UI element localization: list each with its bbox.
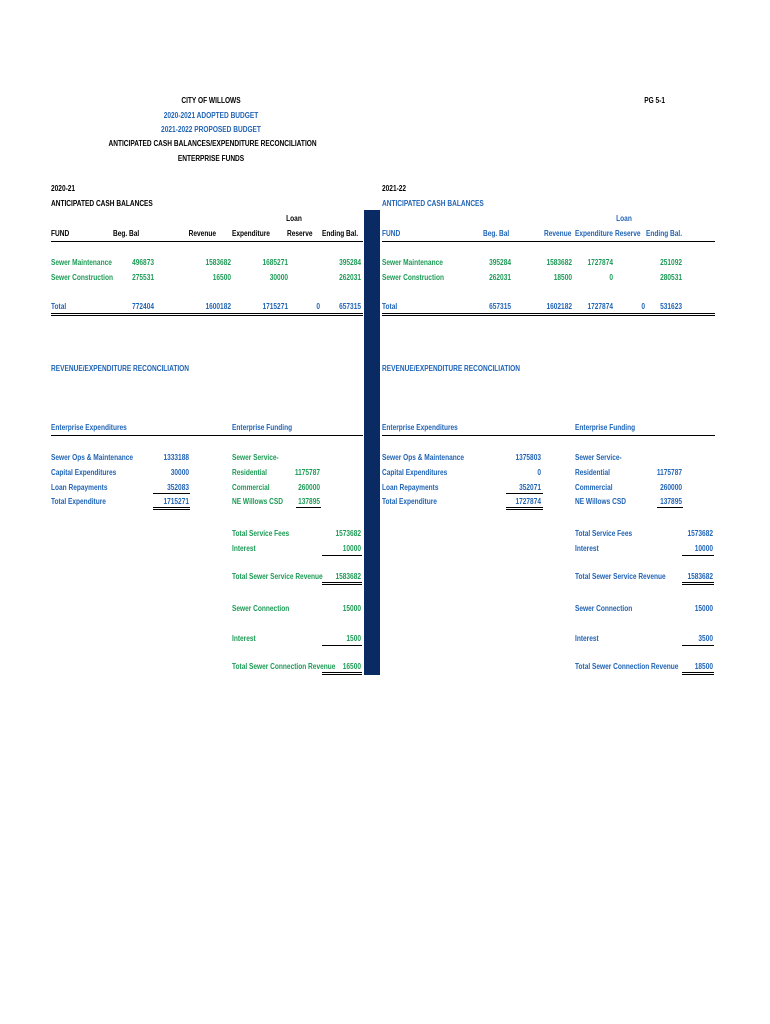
left-col-beg: Beg. Bal [113, 229, 140, 238]
right-service-fees-value: 1573682 [687, 529, 713, 538]
left-total-beg: 772404 [132, 302, 154, 311]
right-total-beg: 657315 [489, 302, 511, 311]
left-total-exp: 1715271 [262, 302, 288, 311]
left-total-label: Total [51, 302, 67, 311]
left-interest-label: Interest [232, 544, 256, 553]
right-total-ending: 531623 [660, 302, 682, 311]
page-title: ANTICIPATED CASH BALANCES/EXPENDITURE RECONCILIATION [108, 139, 317, 148]
left-revenue-value: 16500 [212, 273, 231, 282]
right-service-total-value: 1583682 [687, 572, 713, 581]
left-exp-value: 30000 [269, 273, 288, 282]
right-exp-item-value: 1375803 [515, 453, 541, 462]
right-funding-item-value: 1175787 [656, 468, 682, 477]
left-interest-value: 10000 [342, 544, 361, 553]
left-funding-item-value: 260000 [298, 483, 320, 492]
right-funding-item-value: 137895 [660, 497, 682, 506]
right-funding-item-value: 260000 [660, 483, 682, 492]
left-exp-total-value: 1715271 [163, 497, 189, 506]
right-exp-item-value: 352071 [519, 483, 541, 492]
right-funding-item-label: Residential [575, 468, 611, 477]
right-beg-value: 262031 [489, 273, 511, 282]
left-year: 2020-21 [51, 184, 76, 193]
left-service-total-label: Total Sewer Service Revenue [232, 572, 323, 581]
left-funding-item-label: Residential [232, 468, 268, 477]
right-exp-total-label: Total Expenditure [382, 497, 437, 506]
right-col-fund: FUND [382, 229, 401, 238]
right-revenue-value: 1583682 [546, 258, 572, 267]
right-col-expenditure: Expenditure [575, 229, 613, 238]
right-exp-total-value: 1727874 [515, 497, 541, 506]
left-fund-name: Sewer Construction [51, 273, 113, 282]
left-total-ending: 657315 [339, 302, 361, 311]
left-exp-item-label: Sewer Ops & Maintenance [51, 453, 134, 462]
left-ending-value: 395284 [339, 258, 361, 267]
right-exp-heading: Enterprise Expenditures [382, 423, 458, 432]
left-col-revenue: Revenue [188, 229, 216, 238]
right-exp-item-label: Loan Repayments [382, 483, 439, 492]
right-interest-value: 10000 [694, 544, 713, 553]
left-funding-item-label: NE Willows CSD [232, 497, 283, 506]
column-divider-bar [364, 210, 380, 675]
right-col-reserve: Reserve [615, 229, 641, 238]
left-exp-value: 1685271 [262, 258, 288, 267]
right-beg-value: 395284 [489, 258, 511, 267]
right-interest2-value: 3500 [698, 634, 713, 643]
left-exp-item-label: Capital Expenditures [51, 468, 117, 477]
left-col-loan: Loan [286, 214, 302, 223]
left-service-fees-label: Total Service Fees [232, 529, 290, 538]
right-service-fees-label: Total Service Fees [575, 529, 633, 538]
right-total-revenue: 1602182 [546, 302, 572, 311]
right-exp-value: 1727874 [587, 258, 613, 267]
left-funding-item-label: Sewer Service- [232, 453, 279, 462]
adopted-budget-title: 2020-2021 ADOPTED BUDGET [163, 111, 259, 120]
left-exp-item-value: 1333188 [163, 453, 189, 462]
proposed-budget-title: 2021-2022 PROPOSED BUDGET [161, 125, 261, 134]
right-ending-value: 280531 [660, 273, 682, 282]
right-funding-item-label: NE Willows CSD [575, 497, 626, 506]
right-recon-title: REVENUE/EXPENDITURE RECONCILIATION [382, 364, 521, 373]
left-beg-value: 275531 [132, 273, 154, 282]
right-fund-name: Sewer Maintenance [382, 258, 443, 267]
left-recon-title: REVENUE/EXPENDITURE RECONCILIATION [51, 364, 190, 373]
left-funding-item-value: 1175787 [294, 468, 320, 477]
right-interest2-label: Interest [575, 634, 599, 643]
left-fund-name: Sewer Maintenance [51, 258, 112, 267]
right-total-label: Total [382, 302, 398, 311]
right-service-total-label: Total Sewer Service Revenue [575, 572, 666, 581]
left-funding-item-label: Commercial [232, 483, 270, 492]
page-number: PG 5-1 [644, 96, 665, 105]
right-col-loan: Loan [616, 214, 632, 223]
left-total-loan: 0 [316, 302, 320, 311]
left-funding-heading: Enterprise Funding [232, 423, 293, 432]
right-total-exp: 1727874 [587, 302, 613, 311]
left-col-reserve: Reserve [287, 229, 313, 238]
right-connection-value: 15000 [694, 604, 713, 613]
right-revenue-value: 18500 [553, 273, 572, 282]
left-ending-value: 262031 [339, 273, 361, 282]
right-exp-item-label: Sewer Ops & Maintenance [382, 453, 465, 462]
right-ending-value: 251092 [660, 258, 682, 267]
left-service-fees-value: 1573682 [335, 529, 361, 538]
left-revenue-value: 1583682 [205, 258, 231, 267]
right-col-ending: Ending Bal. [646, 229, 683, 238]
left-service-total-value: 1583682 [335, 572, 361, 581]
left-col-ending: Ending Bal. [322, 229, 359, 238]
right-exp-value: 0 [609, 273, 613, 282]
right-connection-total-value: 18500 [694, 662, 713, 671]
right-funding-item-label: Sewer Service- [575, 453, 622, 462]
left-connection-total-value: 16500 [342, 662, 361, 671]
left-connection-value: 15000 [342, 604, 361, 613]
right-interest-label: Interest [575, 544, 599, 553]
left-exp-heading: Enterprise Expenditures [51, 423, 127, 432]
right-fund-name: Sewer Construction [382, 273, 444, 282]
right-total-loan: 0 [641, 302, 645, 311]
right-col-beg: Beg. Bal [483, 229, 510, 238]
left-exp-item-value: 352083 [167, 483, 189, 492]
right-connection-label: Sewer Connection [575, 604, 633, 613]
right-connection-total-label: Total Sewer Connection Revenue [575, 662, 679, 671]
right-funding-heading: Enterprise Funding [575, 423, 636, 432]
right-section-title: ANTICIPATED CASH BALANCES [382, 199, 484, 208]
left-exp-total-label: Total Expenditure [51, 497, 106, 506]
left-exp-item-value: 30000 [170, 468, 189, 477]
city-name: CITY OF WILLOWS [181, 96, 241, 105]
right-year: 2021-22 [382, 184, 407, 193]
left-interest2-value: 1500 [346, 634, 361, 643]
right-exp-item-label: Capital Expenditures [382, 468, 448, 477]
right-funding-item-label: Commercial [575, 483, 613, 492]
left-funding-item-value: 137895 [298, 497, 320, 506]
left-interest2-label: Interest [232, 634, 256, 643]
left-exp-item-label: Loan Repayments [51, 483, 108, 492]
left-section-title: ANTICIPATED CASH BALANCES [51, 199, 153, 208]
left-total-revenue: 1600182 [205, 302, 231, 311]
left-col-expenditure: Expenditure [232, 229, 270, 238]
left-connection-total-label: Total Sewer Connection Revenue [232, 662, 336, 671]
right-col-revenue: Revenue [544, 229, 572, 238]
right-exp-item-value: 0 [537, 468, 541, 477]
left-col-fund: FUND [51, 229, 70, 238]
left-beg-value: 496873 [132, 258, 154, 267]
left-connection-label: Sewer Connection [232, 604, 290, 613]
page-subtitle: ENTERPRISE FUNDS [177, 154, 245, 163]
